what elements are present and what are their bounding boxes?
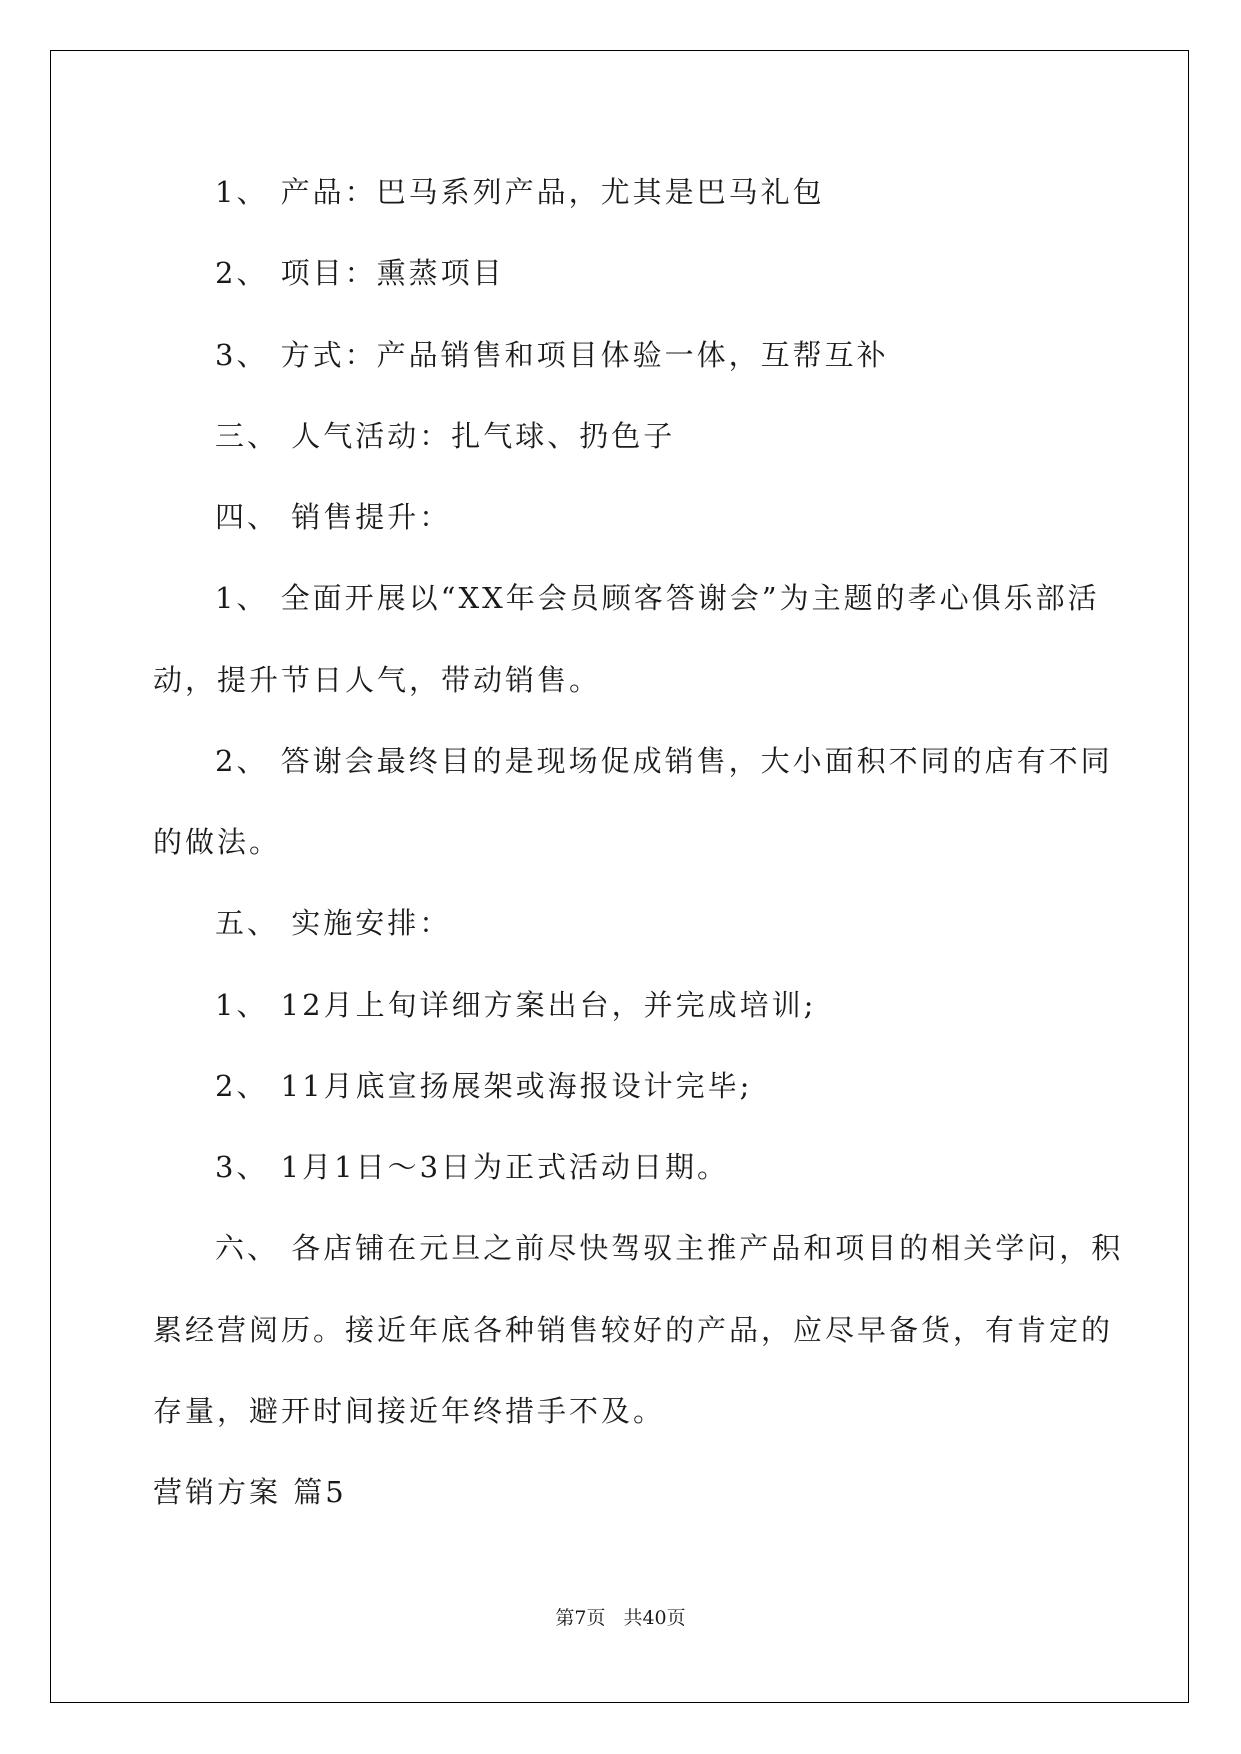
page-footer [0, 1606, 1241, 1630]
text-line: 三、 人气活动：扎气球、扔色子 [215, 419, 676, 453]
text-line: 累经营阅历。接近年底各种销售较好的产品，应尽早备货，有肯定的 [153, 1313, 1114, 1347]
text-line: 存量，避开时间接近年终措手不及。 [153, 1394, 666, 1428]
section-heading: 营销方案 篇5 [153, 1475, 347, 1509]
text-line: 2、 项目：熏蒸项目 [215, 256, 505, 290]
text-line: 2、 11月底宣扬展架或海报设计完毕; [215, 1069, 753, 1103]
text-line: 1、 产品：巴马系列产品，尤其是巴马礼包 [215, 175, 825, 209]
text-line: 3、 1月1日～3日为正式活动日期。 [215, 1150, 730, 1184]
text-line: 五、 实施安排： [215, 906, 452, 940]
page-border [50, 50, 1189, 1703]
text-line: 六、 各店铺在元旦之前尽快驾驭主推产品和项目的相关学问，积 [215, 1231, 1124, 1265]
text-line: 的做法。 [153, 825, 282, 859]
text-line: 1、 12月上旬详细方案出台，并完成培训; [215, 988, 817, 1022]
page-number: 第7页 [555, 1607, 606, 1629]
page-total: 共40页 [623, 1607, 686, 1629]
text-line: 四、 销售提升： [215, 500, 452, 534]
text-line: 1、 全面开展以“XX年会员顾客答谢会”为主题的孝心俱乐部活 [215, 581, 1100, 615]
text-line: 动，提升节日人气，带动销售。 [153, 663, 602, 697]
text-line: 2、 答谢会最终目的是现场促成销售，大小面积不同的店有不同 [215, 744, 1113, 778]
text-line: 3、 方式：产品销售和项目体验一体，互帮互补 [215, 338, 889, 372]
